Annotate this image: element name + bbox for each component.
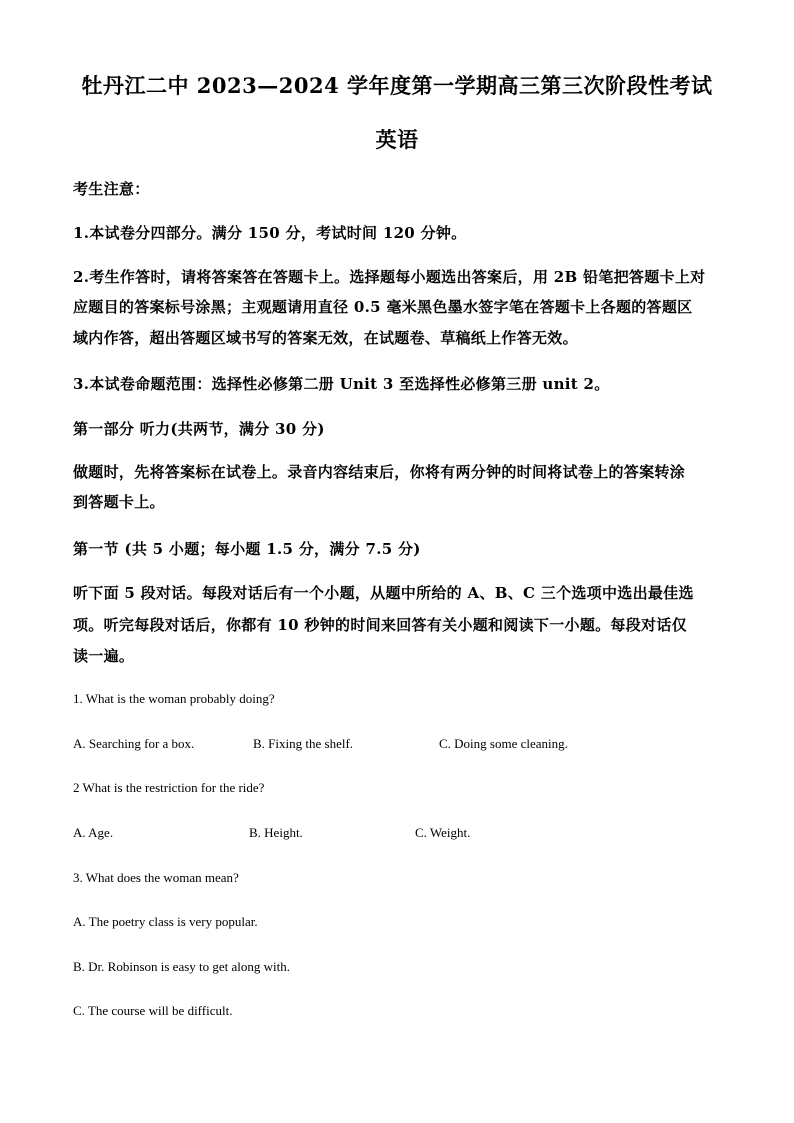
question-1-option-b: B. Fixing the shelf. (253, 736, 354, 751)
section1-instruction-line-2: 项。听完每段对话后，你都有 10 秒钟的时间来回答有关小题和阅读下一小题。每段对话仅 (73, 616, 687, 634)
notice-item-2-line-1: 2.考生作答时，请将答案答在答题卡上。选择题每小题选出答案后，用 2B 铅笔把答题卡上对 (73, 268, 706, 286)
question-2-stem: 2 What is the restriction for the ride? (73, 780, 265, 795)
question-1-option-c: C. Doing some cleaning. (439, 736, 568, 751)
part1-heading: 第一部分 听力(共两节，满分 30 分) (73, 420, 325, 438)
question-3-option-a: A. The poetry class is very popular. (73, 914, 258, 929)
notice-item-2-line-2: 应题目的答案标号涂黑；主观题请用直径 0.5 毫米黑色墨水签字笔在答题卡上各题的答题区 (73, 298, 693, 316)
question-3-option-c: C. The course will be difficult. (73, 1003, 233, 1018)
exam-title: 牡丹江二中 2023—2024 学年度第一学期高三第三次阶段性考试 (81, 73, 713, 98)
subject-title: 英语 (375, 127, 419, 152)
question-2-option-b: B. Height. (249, 825, 303, 840)
question-2-option-c: C. Weight. (415, 825, 471, 840)
section1-instruction-line-1: 听下面 5 段对话。每段对话后有一个小题，从题中所给的 A、B、C 三个选项中选出最佳选 (73, 584, 694, 602)
question-2-option-a: A. Age. (73, 825, 114, 840)
question-1-option-a: A. Searching for a box. (73, 736, 195, 751)
part1-instruction-line-2: 到答题卡上。 (73, 493, 165, 511)
section1-instruction-line-3: 读一遍。 (73, 647, 135, 665)
notice-item-3: 3.本试卷命题范围：选择性必修第二册 Unit 3 至选择性必修第三册 unit 2。 (73, 375, 610, 393)
notice-item-2-line-3: 域内作答，超出答题区域书写的答案无效，在试题卷、草稿纸上作答无效。 (73, 329, 578, 347)
notice-heading: 考生注意： (73, 180, 150, 198)
part1-instruction-line-1: 做题时，先将答案标在试卷上。录音内容结束后，你将有两分钟的时间将试卷上的答案转涂 (73, 463, 686, 481)
question-3-stem: 3. What does the woman mean? (73, 870, 239, 885)
section1-heading: 第一节 (共 5 小题；每小题 1.5 分，满分 7.5 分) (73, 540, 421, 558)
notice-item-1: 1.本试卷分四部分。满分 150 分，考试时间 120 分钟。 (73, 224, 467, 242)
question-3-option-b: B. Dr. Robinson is easy to get along with. (73, 959, 291, 974)
question-1-stem: 1. What is the woman probably doing? (73, 691, 275, 706)
